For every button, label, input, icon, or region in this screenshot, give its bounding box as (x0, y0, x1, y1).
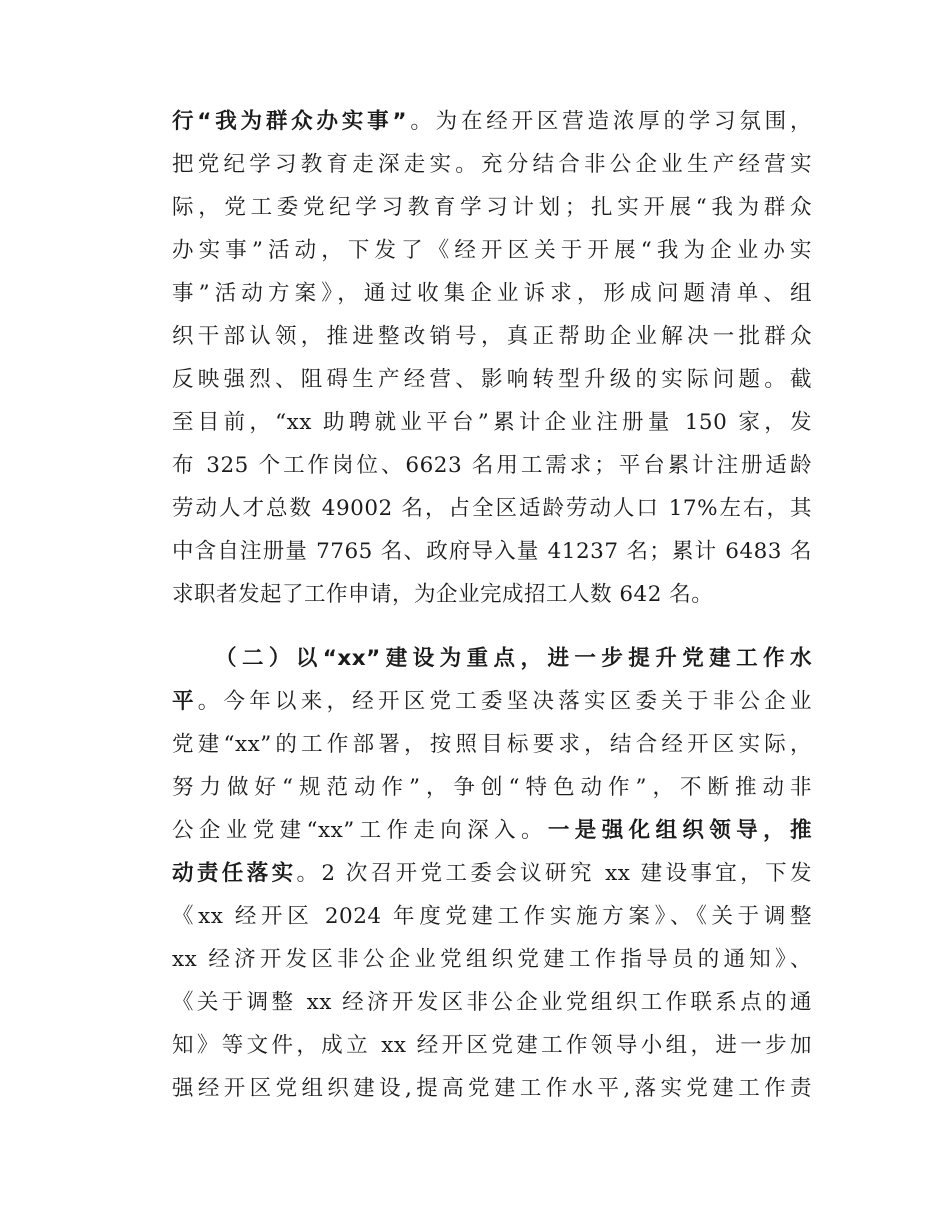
document-body (172, 100, 812, 1110)
text-line (172, 143, 812, 186)
text-run: 求职者发起了工作申请，为企业完成招工人数 642 名。 (172, 582, 714, 607)
text-run: 努力做好“规范动作”，争创“特色动作”，不断推动非 (172, 775, 812, 800)
text-run: 公企业党建“xx”工作走向深入。 (172, 818, 548, 843)
text-run: xx 经济开发区非公企业党组织党建工作指导员的通知》、 (172, 947, 812, 972)
text-run: 中含自注册量 7765 名、政府导入量 41237 名；累计 6483 名 (172, 539, 812, 564)
text-line (172, 315, 812, 358)
text-run: 。今年以来，经开区党工委坚决落实区委关于非公企业 (197, 689, 812, 714)
paragraph-2 (172, 637, 812, 1110)
text-line (172, 186, 812, 229)
text-run: 《关于调整 xx 经济开发区非公企业党组织工作联系点的通 (172, 990, 812, 1015)
text-line (172, 272, 812, 315)
text-run: 。为在经开区营造浓厚的学习氛围， (407, 109, 812, 134)
text-line (172, 809, 812, 852)
text-line (172, 444, 812, 487)
text-line (172, 401, 812, 444)
text-run: 织干部认领，推进整改销号，真正帮助企业解决一批群众 (172, 324, 812, 349)
text-line (172, 895, 812, 938)
text-line (172, 229, 812, 272)
bold-phrase: （二）以“xx”建设为重点，进一步提升党建工作水 (215, 646, 812, 671)
text-run: 事”活动方案》，通过收集企业诉求，形成问题清单、组 (172, 281, 812, 306)
text-line (172, 723, 812, 766)
paragraph-1 (172, 100, 812, 616)
text-run: 党建“xx”的工作部署，按照目标要求，结合经开区实际， (172, 732, 812, 757)
bold-phrase: 行“我为群众办实事” (172, 109, 408, 134)
text-line (172, 573, 812, 616)
text-line (172, 100, 812, 143)
text-run: 办实事”活动，下发了《经开区关于开展“我为企业办实 (172, 238, 812, 263)
text-line (172, 766, 812, 809)
text-run: 知》等文件，成立 xx 经开区党建工作领导小组，进一步加 (172, 1033, 812, 1058)
text-run: 把党纪学习教育走深走实。充分结合非公企业生产经营实 (172, 152, 812, 177)
text-line (172, 530, 812, 573)
text-run: 至目前，“xx 助聘就业平台”累计企业注册量 150 家，发 (172, 410, 812, 435)
text-line (172, 1067, 812, 1110)
text-line (172, 981, 812, 1024)
bold-phrase: 一是强化组织领导，推 (547, 818, 812, 843)
text-run: 《xx 经开区 2024 年度党建工作实施方案》、《关于调整 (172, 904, 812, 929)
text-run: 际，党工委党纪学习教育学习计划；扎实开展“我为群众 (172, 195, 812, 220)
text-run: 劳动人才总数 49002 名，占全区适龄劳动人口 17%左右，其 (172, 496, 812, 521)
bold-phrase: 平 (172, 689, 198, 714)
text-line (172, 680, 812, 723)
text-run: 强经开区党组织建设,提高党建工作水平,落实党建工作责 (172, 1076, 812, 1101)
text-run: 反映强烈、阻碍生产经营、影响转型升级的实际问题。截 (172, 367, 812, 392)
text-line (172, 358, 812, 401)
text-line (172, 1024, 812, 1067)
text-line (172, 852, 812, 895)
text-line (172, 938, 812, 981)
paragraph-gap (172, 616, 812, 637)
bold-phrase: 动责任落实 (172, 861, 297, 886)
text-run: 。2 次召开党工委会议研究 xx 建设事宜，下发 (296, 861, 812, 886)
text-line (172, 487, 812, 530)
section-heading-line (172, 637, 812, 680)
text-run: 布 325 个工作岗位、6623 名用工需求；平台累计注册适龄 (172, 453, 812, 478)
